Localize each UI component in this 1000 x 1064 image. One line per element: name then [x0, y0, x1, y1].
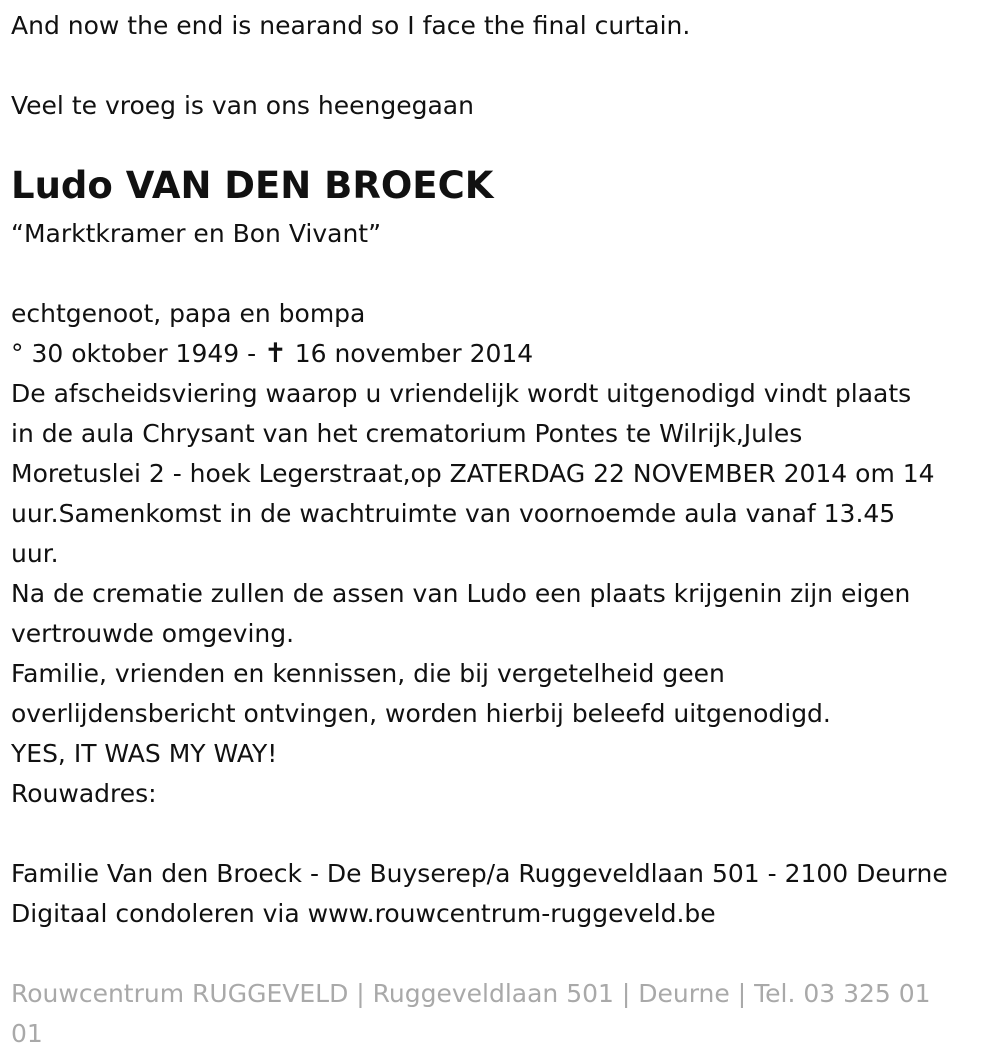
nickname: “Marktkramer en Bon Vivant”: [11, 219, 382, 248]
body-line: uur.: [11, 539, 59, 568]
body-line: Familie, vrienden en kennissen, die bij vergetelheid geen: [11, 659, 725, 688]
body-line: Moretuslei 2 - hoek Legerstraat,op ZATERDAG 22 NOVEMBER 2014 om 14: [11, 459, 935, 488]
life-dates: [11, 334, 533, 374]
body-line: vertrouwde omgeving.: [11, 619, 295, 648]
birth-date: 30 oktober 1949 -: [31, 339, 257, 368]
body-line: YES, IT WAS MY WAY!: [11, 739, 278, 768]
death-date: 16 november 2014: [294, 339, 534, 368]
body-line: in de aula Chrysant van het crematorium Pontes te Wilrijk,Jules: [11, 419, 803, 448]
footer-line: Rouwcentrum RUGGEVELD | Ruggeveldlaan 501 | Deurne | Tel. 03 325 01: [11, 979, 931, 1008]
birth-marker: °: [11, 339, 24, 368]
body-line: Na de crematie zullen de assen van Ludo een plaats krijgenin zijn eigen: [11, 579, 911, 608]
cross-icon: ✝: [264, 338, 287, 369]
intro-text: Veel te vroeg is van ons heengegaan: [11, 91, 474, 120]
body-line: Rouwadres:: [11, 779, 157, 808]
body-line: uur.Samenkomst in de wachtruimte van voornoemde aula vanaf 13.45: [11, 499, 896, 528]
mourning-address: Familie Van den Broeck - De Buyserep/a Ruggeveldlaan 501 - 2100 Deurne: [11, 859, 948, 888]
body-line: overlijdensbericht ontvingen, worden hierbij beleefd uitgenodigd.: [11, 699, 831, 728]
condolence-text: Digitaal condoleren via www.rouwcentrum-ruggeveld.be: [11, 899, 716, 928]
footer-line: 01: [11, 1019, 43, 1048]
epigraph: And now the end is nearand so I face the final curtain.: [11, 11, 691, 40]
family-relation: echtgenoot, papa en bompa: [11, 299, 366, 328]
deceased-name: Ludo VAN DEN BROECK: [11, 164, 494, 207]
body-line: De afscheidsviering waarop u vriendelijk wordt uitgenodigd vindt plaats: [11, 379, 912, 408]
